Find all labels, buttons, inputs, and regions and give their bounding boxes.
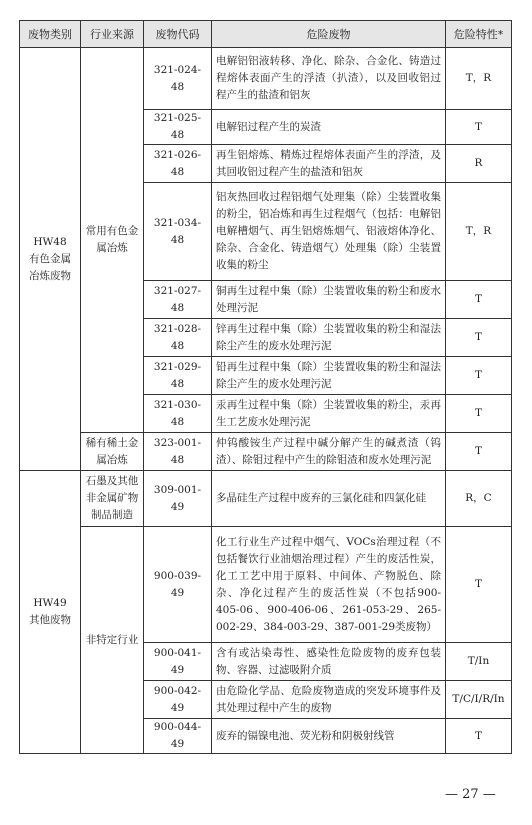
description-cell: 铝灰热回收过程铝烟气处理集（除）尘装置收集的粉尘，铝冶炼和再生过程烟气（包括：电解铝电解槽烟气、再生铝熔炼烟气、铝液熔体净化、除杂、合金化、铸造烟气）处理集（除）尘装置收集的粉尘 bbox=[212, 183, 446, 281]
code-cell: 321-034-48 bbox=[144, 183, 212, 281]
code-cell: 900-041-49 bbox=[144, 643, 212, 681]
description-cell: 锌再生过程中集（除）尘装置收集的粉尘和湿法除尘产生的废水处理污泥 bbox=[212, 319, 446, 357]
table-row bbox=[20, 527, 512, 643]
hazard-cell: T，R bbox=[446, 183, 512, 281]
description-cell: 废弃的镉镍电池、荧光粉和阴极射线管 bbox=[212, 719, 446, 754]
hazard-cell: R bbox=[446, 145, 512, 183]
description-cell: 由危险化学品、危险废物造成的突发环境事件及其处理过程中产生的废物 bbox=[212, 681, 446, 719]
code-cell: 321-027-48 bbox=[144, 281, 212, 319]
description-cell: 仲钨酸铵生产过程中碱分解产生的碱煮渣（钨渣）、除钼过程中产生的除钼渣和废水处理污泥 bbox=[212, 433, 446, 471]
hazard-cell: T bbox=[446, 527, 512, 643]
hazard-cell: T bbox=[446, 319, 512, 357]
code-cell: 321-024-48 bbox=[144, 48, 212, 110]
code-cell: 900-042-49 bbox=[144, 681, 212, 719]
hazard-cell: T/In bbox=[446, 643, 512, 681]
source-cell: 非特定行业 bbox=[81, 527, 144, 754]
hazard-cell: R，C bbox=[446, 471, 512, 527]
category-cell: HW49 其他废物 bbox=[20, 471, 81, 754]
description-cell: 化工行业生产过程中烟气、VOCs治理过程（不包括餐饮行业油烟治理过程）产生的废活性炭，化工工艺中用于原料、中间体、产物脱色、除杂、净化过程产生的废活性炭（不包括900-405-06、900-406-06、261-053-29、265-002-29、384-003-29、387-001-29类废物） bbox=[212, 527, 446, 643]
description-cell: 电解铝铝液转移、净化、除杂、合金化、铸造过程熔体表面产生的浮渣（扒渣），以及回收铝过程产生的盐渣和铝灰 bbox=[212, 48, 446, 110]
code-cell: 321-026-48 bbox=[144, 145, 212, 183]
description-cell: 铅再生过程中集（除）尘装置收集的粉尘和湿法除尘产生的废水处理污泥 bbox=[212, 357, 446, 395]
table-header-row bbox=[20, 21, 512, 48]
source-cell: 石墨及其他非金属矿物制品制造 bbox=[81, 471, 144, 527]
header-category: 废物类别 bbox=[20, 21, 81, 48]
category-cell: HW48 有色金属冶炼废物 bbox=[20, 48, 81, 471]
hazard-cell: T bbox=[446, 357, 512, 395]
code-cell: 321-025-48 bbox=[144, 110, 212, 145]
code-cell: 321-030-48 bbox=[144, 395, 212, 433]
header-source: 行业来源 bbox=[81, 21, 144, 48]
source-cell: 常用有色金属冶炼 bbox=[81, 48, 144, 433]
code-cell: 323-001-48 bbox=[144, 433, 212, 471]
hazard-cell: T bbox=[446, 110, 512, 145]
header-description: 危险废物 bbox=[212, 21, 446, 48]
page-number: — 27 — bbox=[445, 787, 496, 802]
hazard-cell: T bbox=[446, 433, 512, 471]
description-cell: 汞再生过程中集（除）尘装置收集的粉尘，汞再生工艺废水处理污泥 bbox=[212, 395, 446, 433]
header-code: 废物代码 bbox=[144, 21, 212, 48]
hazard-cell: T bbox=[446, 719, 512, 754]
description-cell: 电解铝过程产生的炭渣 bbox=[212, 110, 446, 145]
code-cell: 321-028-48 bbox=[144, 319, 212, 357]
hazard-cell: T bbox=[446, 281, 512, 319]
header-hazard: 危险特性* bbox=[446, 21, 512, 48]
table-row bbox=[20, 48, 512, 110]
source-cell: 稀有稀土金属冶炼 bbox=[81, 433, 144, 471]
hazardous-waste-table bbox=[19, 20, 512, 754]
description-cell: 含有或沾染毒性、感染性危险废物的废弃包装物、容器、过滤吸附介质 bbox=[212, 643, 446, 681]
description-cell: 再生铝熔炼、精炼过程熔体表面产生的浮渣，及其回收铝过程产生的盐渣和铝灰 bbox=[212, 145, 446, 183]
code-cell: 321-029-48 bbox=[144, 357, 212, 395]
code-cell: 900-044-49 bbox=[144, 719, 212, 754]
hazard-cell: T/C/I/R/In bbox=[446, 681, 512, 719]
hazard-cell: T，R bbox=[446, 48, 512, 110]
table-row bbox=[20, 471, 512, 527]
hazard-cell: T bbox=[446, 395, 512, 433]
description-cell: 铜再生过程中集（除）尘装置收集的粉尘和废水处理污泥 bbox=[212, 281, 446, 319]
table-row bbox=[20, 433, 512, 471]
code-cell: 309-001-49 bbox=[144, 471, 212, 527]
code-cell: 900-039-49 bbox=[144, 527, 212, 643]
description-cell: 多晶硅生产过程中废弃的三氯化硅和四氯化硅 bbox=[212, 471, 446, 527]
